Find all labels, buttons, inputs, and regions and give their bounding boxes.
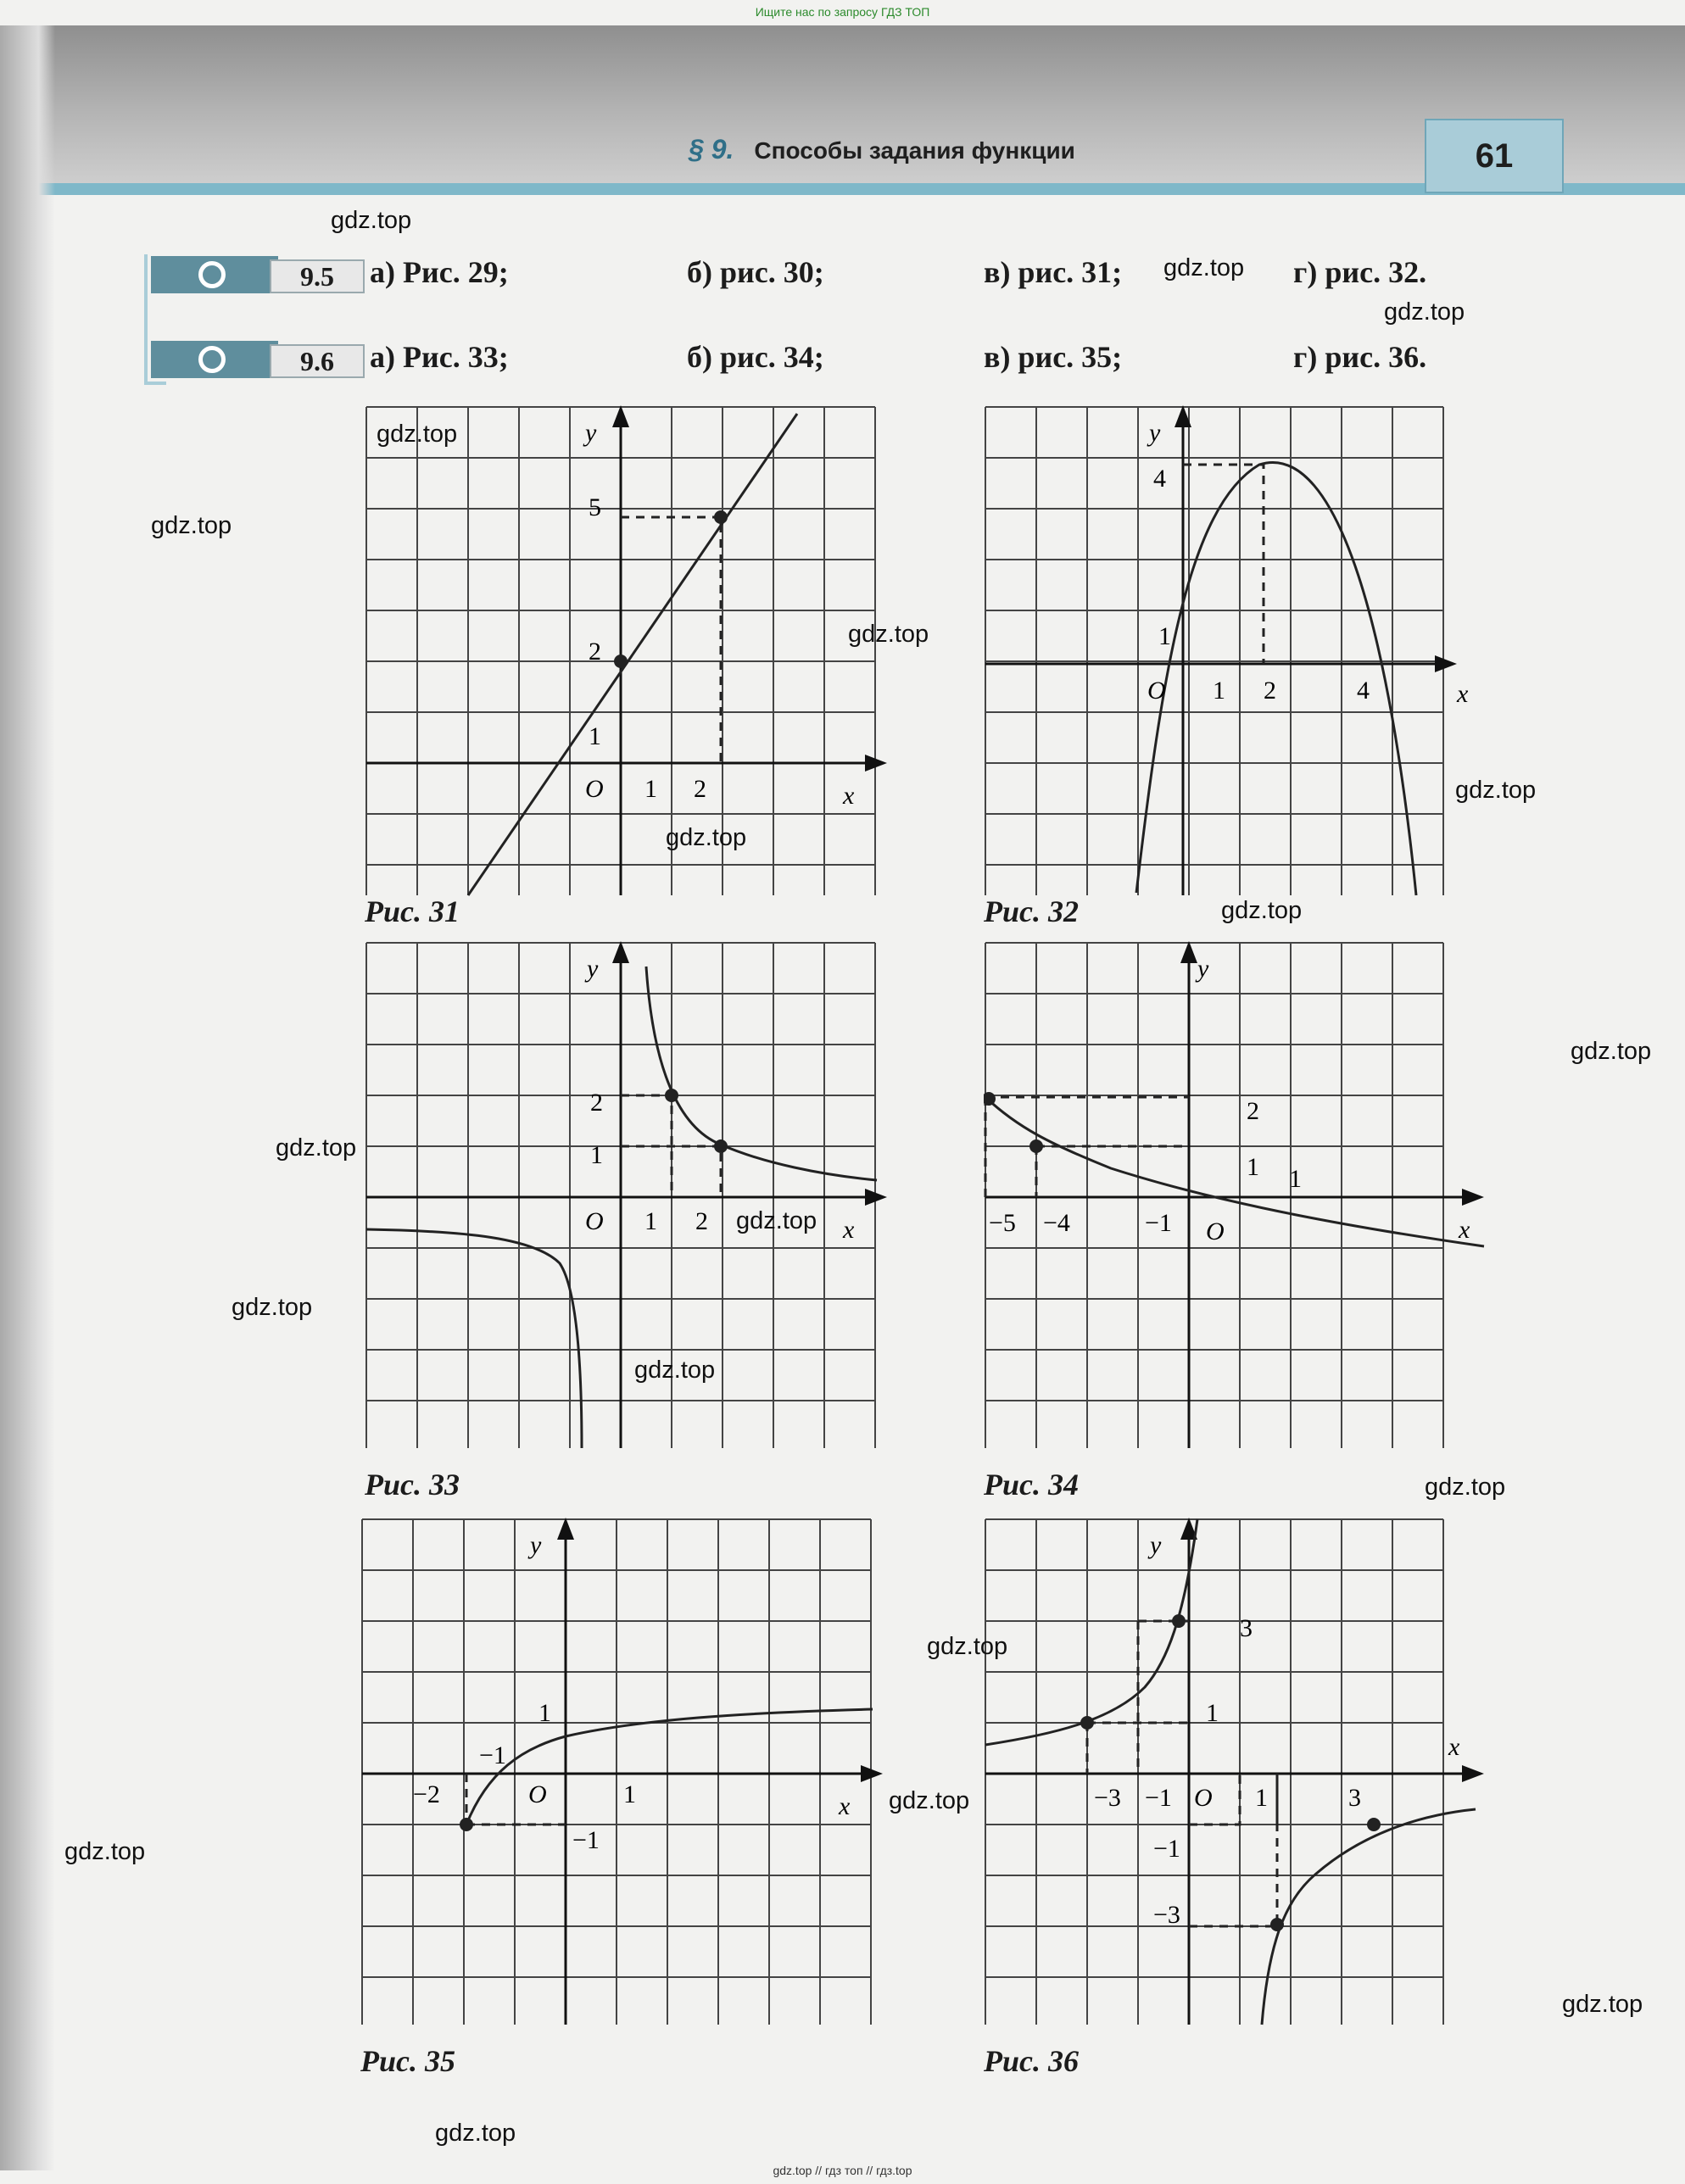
x-axis-label: x — [1459, 1216, 1470, 1244]
tick-label: −1 — [479, 1741, 506, 1769]
function-line — [468, 414, 797, 895]
tick-label: 1 — [1206, 1699, 1219, 1727]
y-axis-label: y — [1150, 1531, 1162, 1559]
point — [714, 1139, 728, 1153]
y-axis-arrow — [612, 405, 629, 427]
watermark: gdz.top — [1562, 1991, 1643, 2018]
watermark: gdz.top — [848, 621, 929, 648]
watermark: gdz.top — [1163, 254, 1245, 281]
y-axis-label: y — [1197, 955, 1209, 983]
figure-36-graph — [984, 1518, 1493, 2026]
figure-caption: Рис. 35 — [360, 2044, 455, 2078]
figure-32-graph — [984, 405, 1493, 897]
point — [1270, 1918, 1284, 1931]
watermark: gdz.top — [1384, 298, 1465, 326]
y-axis-label: y — [1149, 419, 1161, 447]
tick-label: 1 — [1289, 1165, 1302, 1193]
tick-label: 1 — [1213, 677, 1225, 705]
figure-33-graph — [365, 941, 890, 1450]
task-row-9-6 — [151, 341, 334, 378]
figure-caption: Рис. 36 — [984, 2044, 1079, 2078]
task-marker — [151, 256, 278, 293]
origin-label: O — [528, 1780, 547, 1808]
x-axis-label: x — [1448, 1733, 1460, 1761]
grid — [362, 1519, 871, 2025]
origin-label: O — [585, 1207, 604, 1235]
tick-label: 1 — [589, 722, 601, 750]
tick-label: 5 — [589, 493, 601, 521]
tick-label: 3 — [1240, 1614, 1253, 1642]
tick-label: 4 — [1153, 465, 1166, 493]
figure-35-graph — [360, 1518, 886, 2026]
x-axis-arrow — [1462, 1189, 1484, 1206]
answer-a: а) Рис. 33; — [370, 340, 509, 374]
point — [1029, 1139, 1043, 1153]
x-axis-label: x — [843, 782, 855, 810]
x-axis-arrow — [1435, 655, 1457, 672]
function-curve — [1136, 462, 1416, 895]
answer-c: в) рис. 31; — [984, 255, 1123, 289]
watermark: gdz.top — [64, 1838, 146, 1865]
tick-label: −1 — [1153, 1835, 1180, 1863]
watermark: gdz.top — [1221, 897, 1303, 924]
x-axis-label: x — [839, 1792, 851, 1820]
answer-b: б) рис. 30; — [687, 255, 824, 289]
circle-icon — [198, 346, 226, 373]
point — [665, 1089, 678, 1102]
figure-caption: Рис. 33 — [365, 1468, 460, 1502]
function-curve-left — [366, 1229, 582, 1448]
point — [460, 1818, 473, 1831]
task-marker — [151, 341, 278, 378]
watermark: gdz.top — [377, 421, 458, 448]
figure-caption: Рис. 32 — [984, 894, 1079, 928]
tick-label: 1 — [644, 1207, 657, 1235]
figure-34-graph — [984, 941, 1493, 1450]
watermark: gdz.top — [151, 512, 232, 539]
tick-label: 1 — [1158, 622, 1171, 650]
tick-label: −1 — [572, 1826, 600, 1854]
function-curve-left — [985, 1519, 1197, 1745]
watermark: gdz.top — [1425, 1474, 1506, 1501]
point — [1172, 1614, 1186, 1628]
circle-icon — [198, 261, 226, 288]
watermark: gdz.top — [1571, 1038, 1652, 1065]
watermark: gdz.top — [232, 1294, 313, 1321]
y-axis-arrow — [557, 1518, 574, 1540]
tick-label: 1 — [1247, 1153, 1259, 1181]
tick-label: −5 — [989, 1209, 1016, 1237]
tick-label: −4 — [1043, 1209, 1070, 1237]
tick-label: 2 — [590, 1089, 603, 1117]
task-number: 9.5 — [270, 259, 365, 293]
function-curve — [466, 1709, 873, 1825]
y-axis-arrow — [1180, 941, 1197, 963]
point — [714, 510, 728, 524]
y-axis-arrow — [612, 941, 629, 963]
y-axis-label: y — [585, 419, 597, 447]
watermark: gdz.top — [331, 207, 412, 234]
watermark: gdz.top — [736, 1207, 817, 1234]
point — [1080, 1716, 1094, 1730]
tick-label: 3 — [1348, 1784, 1361, 1812]
section-title: Способы задания функции — [754, 137, 1075, 164]
watermark: gdz.top — [435, 2120, 516, 2147]
point — [614, 655, 628, 668]
x-axis-label: x — [843, 1216, 855, 1244]
page-number: 61 — [1425, 119, 1564, 193]
tick-label: 1 — [1255, 1784, 1268, 1812]
answer-b: б) рис. 34; — [687, 340, 824, 374]
top-note: Ищите нас по запросу ГДЗ ТОП — [755, 5, 930, 19]
tick-label: 2 — [1247, 1097, 1259, 1125]
grid — [985, 407, 1443, 895]
tick-label: −3 — [1153, 1901, 1180, 1929]
origin-label: O — [1194, 1784, 1213, 1812]
watermark: gdz.top — [276, 1134, 357, 1162]
tick-label: −1 — [1145, 1784, 1172, 1812]
task-number: 9.6 — [270, 344, 365, 378]
figure-31-graph — [365, 405, 890, 897]
origin-label: O — [585, 775, 604, 803]
tick-label: −3 — [1094, 1784, 1121, 1812]
tick-label: 1 — [644, 775, 657, 803]
y-axis-label: y — [587, 955, 599, 983]
tick-label: −1 — [1145, 1209, 1172, 1237]
paragraph-number: § 9. — [689, 134, 734, 164]
answer-d: г) рис. 36. — [1293, 340, 1427, 374]
answer-a: а) Рис. 29; — [370, 255, 509, 289]
tick-label: 1 — [623, 1780, 636, 1808]
task-row-9-5 — [151, 256, 334, 293]
figure-caption: Рис. 34 — [984, 1468, 1079, 1502]
page-spine-shadow — [0, 25, 55, 2170]
tick-label: 4 — [1357, 677, 1370, 705]
x-axis-label: x — [1457, 680, 1469, 708]
function-curve-right — [646, 967, 877, 1180]
tick-label: 2 — [694, 775, 706, 803]
tick-label: 1 — [590, 1141, 603, 1169]
point — [1367, 1818, 1381, 1831]
watermark: gdz.top — [927, 1633, 1008, 1660]
tick-label: −2 — [413, 1780, 440, 1808]
figure-caption: Рис. 31 — [365, 894, 460, 928]
watermark: gdz.top — [634, 1357, 716, 1384]
dashed-guides — [466, 1774, 566, 1825]
origin-label: O — [1147, 677, 1166, 705]
watermark: gdz.top — [1455, 777, 1537, 804]
grid — [985, 943, 1443, 1448]
tick-label: 2 — [695, 1207, 708, 1235]
answer-d: г) рис. 32. — [1293, 255, 1427, 289]
x-axis-arrow — [1462, 1765, 1484, 1782]
bottom-note: gdz.top // гдз топ // гдз.top — [773, 2164, 912, 2177]
grid — [985, 1519, 1443, 2025]
answer-c: в) рис. 35; — [984, 340, 1123, 374]
watermark: gdz.top — [666, 824, 747, 851]
section-heading — [689, 134, 1075, 165]
tick-label: 2 — [1264, 677, 1276, 705]
origin-label: O — [1206, 1217, 1225, 1245]
y-axis-label: y — [530, 1531, 542, 1559]
tick-label: 2 — [589, 638, 601, 666]
watermark: gdz.top — [889, 1787, 970, 1814]
tick-label: 1 — [538, 1699, 551, 1727]
